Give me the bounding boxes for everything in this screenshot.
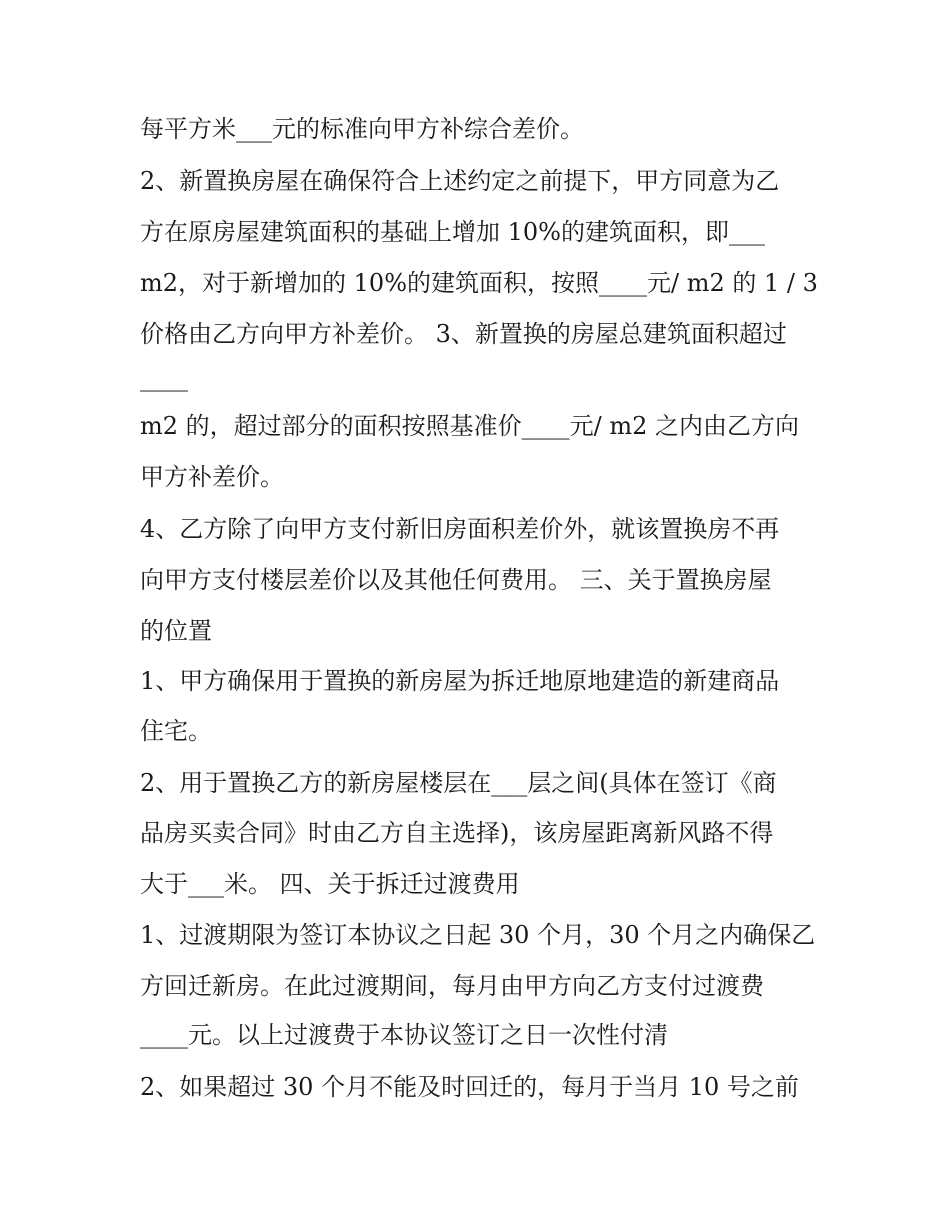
text-line: 的位置 xyxy=(140,617,212,645)
text-line: 价格由乙方向甲方补差价。 3、新置换的房屋总建筑面积超过 xyxy=(140,320,787,348)
text-line: 向甲方支付楼层差价以及其他任何费用。 三、关于置换房屋 xyxy=(140,566,772,594)
text-line: 1、过渡期限为签订本协议之日起 30 个月，30 个月之内确保乙 xyxy=(140,921,816,949)
text-line: 方回迁新房。在此过渡期间，每月由甲方向乙方支付过渡费 xyxy=(140,972,764,1000)
text-line: 大于___米。 四、关于拆迁过渡费用 xyxy=(140,870,520,898)
text-line: 品房买卖合同》时由乙方自主选择)，该房屋距离新风路不得 xyxy=(140,819,774,847)
text-line: ____元。以上过渡费于本协议签订之日一次性付清 xyxy=(140,1021,668,1049)
text-line: 2、用于置换乙方的新房屋楼层在___层之间(具体在签订《商 xyxy=(140,769,777,797)
text-line: 住宅。 xyxy=(140,717,212,745)
text-line: 1、甲方确保用于置换的新房屋为拆迁地原地建造的新建商品 xyxy=(140,667,780,695)
text-line: ____ xyxy=(140,364,188,392)
text-line: m2，对于新增加的 10%的建筑面积，按照____元/ m2 的 1 / 3 xyxy=(140,269,818,297)
text-line: 每平方米___元的标准向甲方补综合差价。 xyxy=(140,115,584,143)
text-line: m2 的，超过部分的面积按照基准价____元/ m2 之内由乙方向 xyxy=(140,412,800,440)
text-line: 2、如果超过 30 个月不能及时回迁的，每月于当月 10 号之前 xyxy=(140,1073,799,1101)
text-line: 甲方补差价。 xyxy=(140,463,284,491)
text-line: 方在原房屋建筑面积的基础上增加 10%的建筑面积，即___ xyxy=(140,218,765,246)
text-line: 4、乙方除了向甲方支付新旧房面积差价外，就该置换房不再 xyxy=(140,515,780,543)
text-line: 2、新置换房屋在确保符合上述约定之前提下，甲方同意为乙 xyxy=(140,167,780,195)
